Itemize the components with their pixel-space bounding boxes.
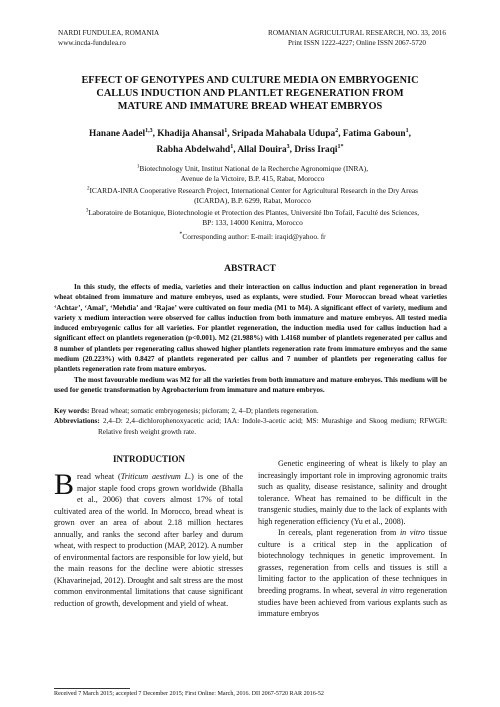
corresponding-email[interactable]: Corresponding author: E-mail: iraqid@yahoo. fr xyxy=(182,232,326,241)
author-affiliation-mark: 3 xyxy=(286,143,290,150)
keywords-block xyxy=(54,406,447,437)
intro-text: ) is one of the major staple food crops grown worldwide (Bhalla et al., 2006) that covers almost 17% of total cultivated area of the world. In Morocco, bread wheat is grown over an area of about 2.18 million hectares annually, and ranks the second after barley and durum wheat, with respect to production (MAP, 2012). A number of environmental factors are responsible for low yield, but the main reasons for the decline were abiotic stresses (Khavarinejad, 2012). Drought and salt stress are the most common environmental limitations that cause significant reduction of growth, development and yield of wheat. xyxy=(54,472,243,609)
affiliation-text: ICARDA-INRA Cooperative Research Project, International Center for Agricultural Research in the Dry Areas xyxy=(89,186,419,195)
author-affiliation-mark: 1* xyxy=(337,143,344,150)
abstract-heading: ABSTRACT xyxy=(224,264,276,274)
author-name: Allal Douira xyxy=(237,145,287,155)
abstract-paragraph: In this study, the effects of media, varieties and their interaction on callus induction and plant regeneration in bread wheat obtained from immature and mature embryos, used as explants, were studied. Four Moroccan bread wheat varieties ‘Achtar’, ‘Amal’, ‘Mehdia’ and ‘Rajae’ were cultivated on four media (M1 to M4). A significant effect of variety, medium and variety x medium interaction were observed for callus induction from both immature and mature embryos. All tested media induced embryogenic callus for all varieties. For plantlet regeneration, the induction media used for callus induction had a significant effect on plantlets regeneration (p<0.001). M2 (21.988%) with 1.4168 number of plantlets regenerated per callus and 8 number of plantlets per regenerating callus showed higher plantlets regeneration rate from immature embryos and the same medium (20.223%) with 0.8427 of plantlets regenerated per callus and 7 number of plantlets per regenerating callus for plantlets regeneration rate from mature embryos. xyxy=(54,283,447,374)
footnote-rule xyxy=(54,688,130,689)
author-name: Fatima Gaboun xyxy=(342,129,406,139)
affiliation-text: Avenue de la Victoire, B.P. 415, Rabat, Morocco xyxy=(180,174,325,183)
abbreviations-text: 2,4–D: 2,4–dichlorophenoxyacetic acid; IAA: Indole-3-acetic acid; MS: Murashige and Skoog medium; RFWGR: Relative fresh weight growth rate. xyxy=(98,417,447,436)
intro-text: tissue culture is a critical step in the application of biotechnology techniques in genetic improvement. In grasses, regeneration from cells and tissues is still a limiting factor to the application of these techniques in breeding programs. In wheat, several xyxy=(258,528,447,596)
body-column-left xyxy=(54,468,243,610)
abstract-paragraph: The most favourable medium was M2 for all the varieties from both immature and mature embryos. This medium will be used for genetic transformation by Agrobacterium from immature and mature embryos. xyxy=(54,375,447,394)
title-line: EFFECT OF GENOTYPES AND CULTURE MEDIA ON EMBRYOGENIC xyxy=(81,75,419,86)
author-separator: , xyxy=(338,129,343,139)
intro-text: read wheat ( xyxy=(77,472,121,481)
author-name: Sripada Mahabala Udupa xyxy=(231,129,336,139)
paper-title xyxy=(50,74,450,113)
intro-paragraph xyxy=(54,468,243,610)
author-list xyxy=(50,126,450,158)
body-column-right xyxy=(258,458,447,620)
author-name: Khadija Ahansal xyxy=(157,129,225,139)
author-separator: , xyxy=(289,145,295,155)
author-name: Hanane Aadel xyxy=(89,129,146,139)
intro-paragraph xyxy=(258,527,447,619)
abstract-body xyxy=(54,282,447,395)
header-website[interactable]: www.incda-fundulea.ro xyxy=(58,39,126,47)
italic-term: in vitro xyxy=(380,586,405,596)
abbreviations-label: Abbreviations: xyxy=(54,417,100,426)
keywords-label: Key words: xyxy=(54,407,90,415)
title-line: CALLUS INDUCTION AND PLANTLET REGENERATION FROM xyxy=(96,88,404,99)
affiliation-text: Biotechnology Unit, Institut National de la Recherche Agronomique (INRA), xyxy=(139,164,369,173)
species-name: Triticum aestivum L. xyxy=(120,472,192,481)
keywords-text: Bread wheat; somatic embryogenesis; picloram; 2, 4–D; plantlets regeneration. xyxy=(91,407,319,415)
intro-text: regeneration studies have been achieved from various explants such as immature embryos xyxy=(258,586,447,619)
affiliation-number: 2 xyxy=(86,186,90,192)
affiliation-text: BP: 133, 14000 Kenitra, Morocco xyxy=(202,218,303,227)
running-header-right xyxy=(268,28,446,48)
affiliation-text: Laboratoire de Botanique, Biotechnologie et Protection des Plantes, Université Ibn Tofail, Faculté des Sciences, xyxy=(88,208,420,217)
affiliation-2 xyxy=(60,186,445,206)
author-affiliation-mark: 1 xyxy=(230,143,234,150)
intro-paragraph: Genetic engineering of wheat is likely to play an increasingly important role in improving agronomic traits such as quality, disease resistance, salinity and drought tolerance. Wheat has remained to be difficult in the transgenic studies, mainly due to the lack of explants with high regeneration efficiency (Yu et al., 2008). xyxy=(258,459,447,526)
running-header-left xyxy=(58,28,159,48)
corresponding-mark: * xyxy=(179,231,183,238)
author-separator: , xyxy=(233,145,238,155)
author-separator: , xyxy=(227,129,232,139)
introduction-heading: INTRODUCTION xyxy=(112,454,185,464)
header-issn: Print ISSN 1222-4227; Online ISSN 2067-5720 xyxy=(288,39,426,47)
italic-term: in vitro xyxy=(399,528,425,538)
affiliation-1 xyxy=(60,164,445,184)
author-affiliation-mark: 1,3 xyxy=(145,127,153,134)
corresponding-author xyxy=(60,232,445,241)
author-separator: , xyxy=(408,129,411,139)
author-separator: , xyxy=(152,129,158,139)
affiliation-number: 3 xyxy=(85,208,89,214)
header-journal: ROMANIAN AGRICULTURAL RESEARCH, NO. 33, 2016 xyxy=(268,29,446,37)
author-name: Driss Iraqi xyxy=(294,145,338,155)
header-institution: NARDI FUNDULEA, ROMANIA xyxy=(58,29,160,37)
drop-cap: B xyxy=(54,468,75,501)
received-footnote: Received 7 March 2015; accepted 7 December 2015; First Online: March, 2016. DII 2067-5720 RAR 2016-52 xyxy=(54,691,324,697)
affiliation-3 xyxy=(60,208,445,228)
author-affiliation-mark: 1 xyxy=(224,127,228,134)
author-name: Rabha Abdelwahd xyxy=(156,145,231,155)
affiliation-text: (ICARDA), B.P. 6299, Rabat, Morocco xyxy=(194,196,311,205)
author-affiliation-mark: 2 xyxy=(335,127,339,134)
author-affiliation-mark: 1 xyxy=(405,127,409,134)
intro-text: In cereals, plant regeneration from xyxy=(278,528,400,538)
title-line: MATURE AND IMMATURE BREAD WHEAT EMBRYOS xyxy=(117,101,383,112)
affiliation-number: 1 xyxy=(136,164,140,170)
